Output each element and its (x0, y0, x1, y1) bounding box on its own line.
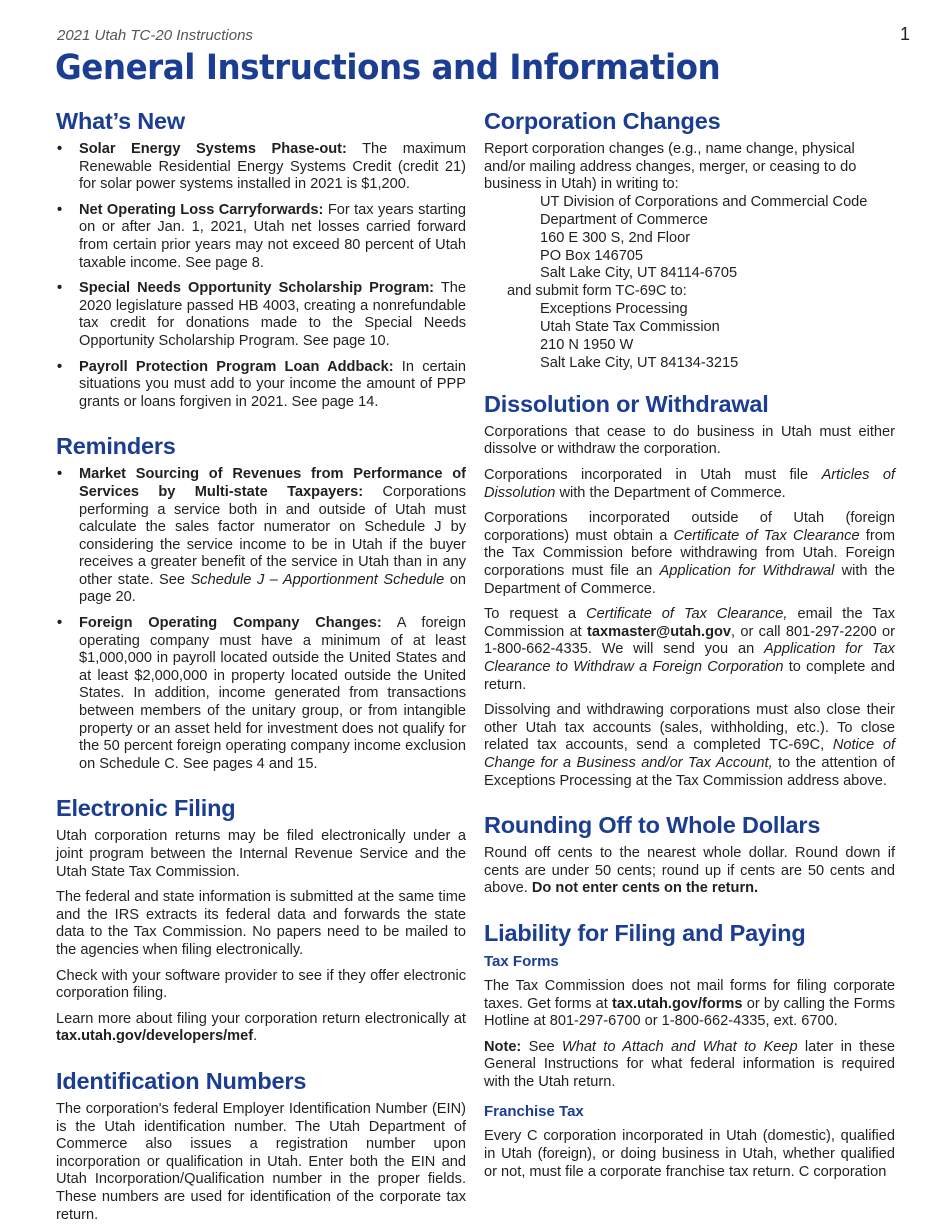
reminders-heading: Reminders (56, 433, 176, 460)
item-text: Corporations performing a service both in and outside of Utah must calculate the sales factor numerator on Schedule J by considering the service income to be in Utah if the buyer receives a greater benefit of the service in Utah than in any other state. See (79, 483, 466, 588)
running-head: 2021 Utah TC-20 Instructions (57, 27, 253, 44)
item-text: A foreign operating company must have a minimum of at least $1,000,000 in payroll located outside the United States and at least $2,000,000 in property located outside the United States. In addition, income generated from transactions between members of the unitary group, or from intangible property or an asset held for investment does not qualify for the 50 percent foreign operating company income exclusion on Schedule C. See pages 4 and 15. (79, 615, 467, 772)
dissolution-section (484, 391, 895, 790)
tax-forms-subheading: Tax Forms (484, 952, 559, 970)
form-title: Certificate of Tax Clearance, (586, 606, 788, 623)
paragraph-text: Corporations incorporated in Utah must file (484, 467, 809, 484)
list-item (56, 141, 466, 194)
form-title: Articles of Dissolution (484, 467, 895, 501)
item-lead: Market Sourcing of Revenues from Performance of Services by Multi-state Taxpayers: (79, 466, 466, 500)
dissolution-heading: Dissolution or Withdrawal (484, 390, 769, 417)
paragraph-text: or by calling the Forms Hotline at 801-297-6700 or 1-800-662-4335, ext. 6700. (484, 995, 895, 1030)
item-text: The maximum Renewable Residential Energy Systems Credit (credit 21) for solar power systems installed in 2021 is $1,200. (79, 141, 466, 193)
paragraph-text: Dissolving and withdrawing corporations must also close their other Utah tax accounts (sales, withholding, etc.). To close related tax accounts, send a completed TC-69C, (484, 702, 895, 754)
paragraph (484, 845, 895, 898)
page-title: General Instructions and Information (55, 48, 721, 88)
paragraph: The corporation's federal Employer Identification Number (EIN) is the Utah identification number. The Utah Department of Commerce also issues a registration number upon incorporation or qualification in Utah. Enter both the EIN and Utah Incorporation/Qualification number in the proper fields. These numbers are used for identification of the corporate tax return. (56, 1100, 466, 1223)
address-line: UT Division of Corporations and Commercial Code (540, 193, 868, 210)
address-line: PO Box 146705 (540, 247, 644, 264)
paragraph (484, 467, 895, 502)
paragraph: Check with your software provider to see if they offer electronic corporation filing. (56, 967, 466, 1002)
form-title: Application for Tax Clearance to Withdraw a Foreign Corporation (484, 641, 895, 675)
paragraph-text: See (528, 1038, 555, 1055)
liability-section (484, 920, 895, 1181)
paragraph-text: to complete and return. (484, 658, 895, 693)
paragraph: Corporations that cease to do business in Utah must either dissolve or withdraw the corporation. (484, 423, 895, 458)
list-item (56, 466, 466, 607)
punctuation: . (253, 1028, 258, 1045)
left-column (56, 108, 466, 1232)
franchise-tax-subheading: Franchise Tax (484, 1103, 584, 1121)
right-column (484, 108, 895, 1189)
email-link[interactable]: taxmaster@utah.gov (587, 623, 732, 640)
section-reference: What to Attach and What to Keep (561, 1038, 798, 1055)
whats-new-section (56, 108, 466, 411)
item-lead: Net Operating Loss Carryforwards: (79, 201, 324, 218)
list-item (56, 202, 466, 272)
paragraph-text: Learn more about filing your corporation return electronically at (56, 1010, 466, 1027)
list-item (56, 615, 466, 773)
rounding-section (484, 812, 895, 898)
paragraph-text: email the Tax Commission at (484, 606, 896, 640)
paragraph: The federal and state information is submitted at the same time and the IRS extracts its federal data and forwards the state data to the Tax Commission. No papers need to be mailed to the agencies when filing electronically. (56, 889, 466, 958)
paragraph: Every C corporation incorporated in Utah (domestic), qualified in Utah (foreign), or doing business in Utah, whether qualified or not, must file a corporate franchise tax return. C corporation (484, 1128, 895, 1180)
identification-heading: Identification Numbers (56, 1067, 307, 1094)
paragraph (484, 510, 895, 598)
item-tail: on page 20. (79, 571, 466, 606)
form-title: Application for Withdrawal (659, 563, 835, 579)
list-item (56, 359, 466, 412)
emphasis-text: Do not enter cents on the return. (531, 880, 759, 897)
form-title: Notice of Change for a Business and/or Tax Account, (484, 737, 895, 771)
note-paragraph (484, 1039, 895, 1092)
address-line: 210 N 1950 W (540, 337, 634, 354)
corporation-changes-heading: Corporation Changes (484, 108, 721, 134)
paragraph-text: to the attention of Exceptions Processing at the Tax Commission address above. (484, 754, 895, 789)
paragraph-text: from the Tax Commission before withdrawing from Utah. Foreign corporations must file an (484, 527, 895, 579)
paragraph-text: later in these General Instructions for what federal information is required with the Utah return. (484, 1038, 895, 1090)
paragraph (484, 702, 895, 790)
list-item (56, 280, 466, 350)
liability-heading: Liability for Filing and Paying (484, 919, 806, 946)
schedule-reference: Schedule J – Apportionment Schedule (190, 571, 445, 588)
item-text: For tax years starting on or after Jan. 1, 2021, Utah net losses carried forward from certain prior years may not exceed 80 percent of Utah taxable income. See page 8. (79, 201, 466, 271)
item-text: In certain situations you must add to your income the amount of PPP grants or loans forgiven in 2021. See page 14. (79, 358, 466, 410)
address-line: Utah State Tax Commission (540, 319, 720, 336)
paragraph-text: , or call 801-297-2200 or 1-800-662-4335. We will send you an (484, 623, 895, 658)
whats-new-heading: What’s New (56, 108, 186, 134)
electronic-filing-heading: Electronic Filing (56, 795, 236, 822)
paragraph: Report corporation changes (e.g., name change, physical and/or mailing address changes, merger, or ceasing to do business in Utah) in writing to: (484, 141, 857, 193)
paragraph (484, 606, 895, 694)
commerce-address (540, 194, 895, 284)
address-line: Salt Lake City, UT 84134-3215 (540, 354, 739, 371)
paragraph (484, 978, 895, 1031)
paragraph-text: Round off cents to the nearest whole dollar. Round down if cents are under 50 cents; round up if cents are 50 cents and above. (484, 845, 895, 897)
mef-link[interactable]: tax.utah.gov/developers/mef (56, 1028, 254, 1045)
tax-commission-address (540, 301, 895, 373)
rounding-heading: Rounding Off to Whole Dollars (484, 812, 821, 839)
form-title: Certificate of Tax Clearance (673, 527, 860, 544)
item-lead: Payroll Protection Program Loan Addback: (79, 358, 394, 375)
paragraph (56, 1011, 466, 1046)
item-lead: Special Needs Opportunity Scholarship Program: (79, 280, 435, 297)
item-lead: Solar Energy Systems Phase-out: (79, 141, 347, 157)
address-line: Department of Commerce (540, 211, 708, 228)
paragraph-text: To request a (484, 606, 577, 623)
corporation-changes-section (484, 108, 895, 373)
address-connector: and submit form TC-69C to: (507, 283, 687, 300)
item-lead: Foreign Operating Company Changes: (79, 615, 382, 632)
paragraph-text: with the Department of Commerce. (559, 484, 786, 501)
address-line: Exceptions Processing (540, 301, 688, 318)
item-text: The 2020 legislature passed HB 4003, creating a nonrefundable tax credit for donations made to the Special Needs Opportunity Scholarship Program. See page 10. (79, 280, 466, 349)
reminders-section (56, 433, 466, 773)
address-line: Salt Lake City, UT 84114-6705 (540, 265, 738, 282)
forms-link[interactable]: tax.utah.gov/forms (611, 995, 743, 1012)
electronic-filing-section (56, 795, 466, 1046)
address-line: 160 E 300 S, 2nd Floor (540, 229, 691, 246)
paragraph-text: The Tax Commission does not mail forms for filing corporate taxes. Get forms at (484, 977, 895, 1012)
paragraph-text: Corporations incorporated outside of Utah (foreign corporations) must obtain a (484, 510, 895, 544)
identification-section (56, 1068, 466, 1224)
page-number: 1 (899, 24, 910, 44)
paragraph-text: with the Department of Commerce. (484, 563, 895, 597)
paragraph: Utah corporation returns may be filed electronically under a joint program between the Internal Revenue Service and the Utah State Tax Commission. (56, 828, 466, 880)
whats-new-list (56, 141, 466, 411)
reminders-list (56, 466, 466, 773)
note-label: Note: (484, 1038, 522, 1055)
